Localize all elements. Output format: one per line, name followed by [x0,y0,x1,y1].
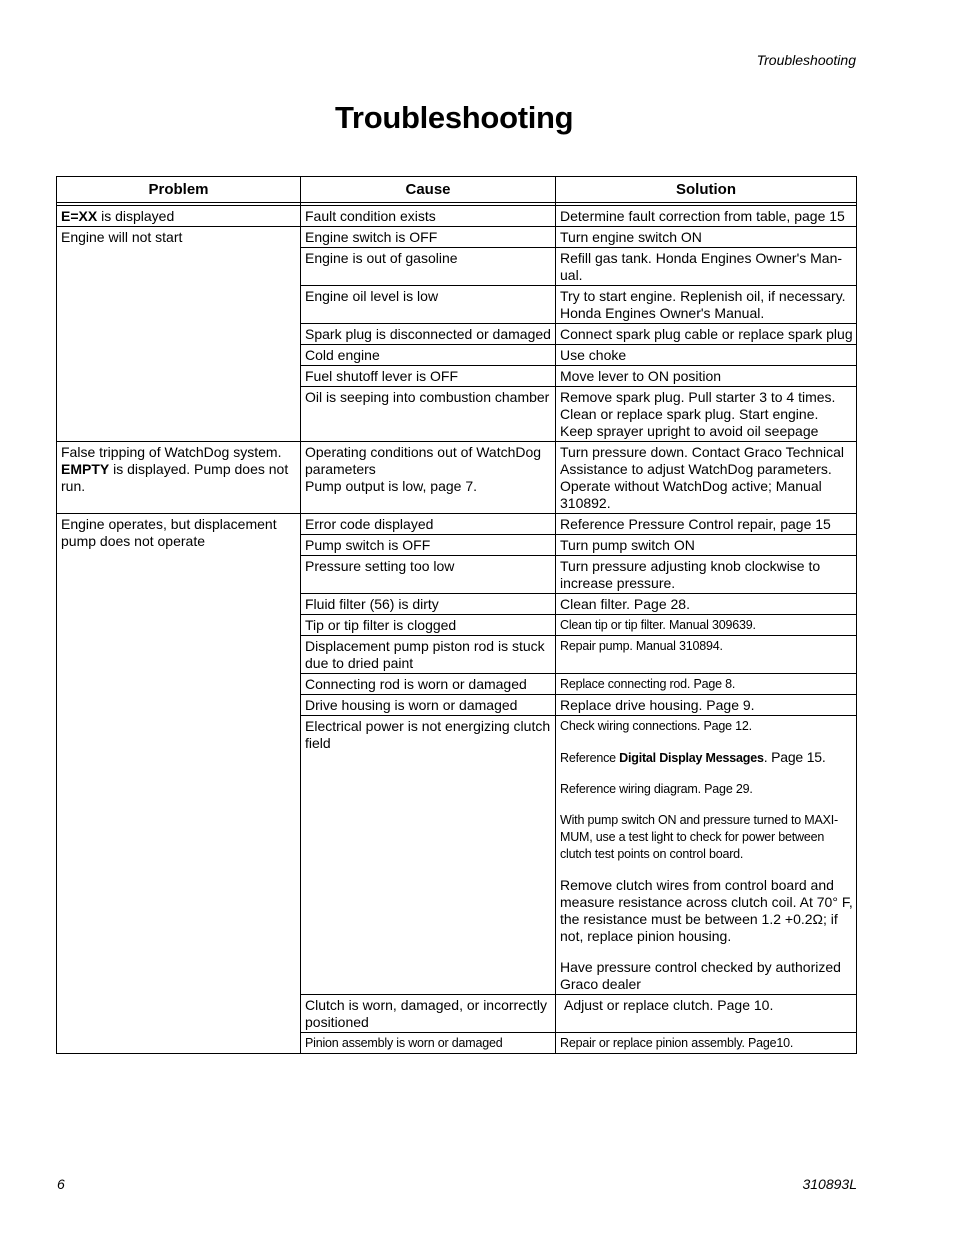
cause-cell: Clutch is worn, damaged, or incorrectly positioned [301,995,556,1033]
header-cause: Cause [301,177,556,203]
table-row [57,227,857,248]
solution-cell: Clean filter. Page 28. [556,594,857,615]
problem-status: EMPTY [61,461,110,477]
cause-cell: Pinion assembly is worn or damaged [301,1033,556,1054]
troubleshooting-table [56,176,857,1054]
cause-cell: Spark plug is disconnected or damaged [301,324,556,345]
document-number: 310893L [802,1176,857,1192]
problem-text: is displayed. Pump does not run. [61,461,289,494]
solution-cell: Replace drive housing. Page 9. [556,695,857,716]
problem-cell [57,442,301,514]
problem-text: is displayed [97,208,175,224]
header-problem: Problem [57,177,301,203]
table-row [57,514,857,535]
page-title: Troubleshooting [335,100,574,135]
cause-cell: Connecting rod is worn or damaged [301,674,556,695]
cause-cell: Engine switch is OFF [301,227,556,248]
cause-cell: Displacement pump piston rod is stuck due to dried paint [301,636,556,674]
solution-cell: Remove spark plug. Pull starter 3 to 4 times. Clean or replace spark plug. Start engine. Keep sprayer upright to avoid oil seepage [556,387,857,442]
solution-cell: Replace connecting rod. Page 8. [556,674,857,695]
cause-cell: Engine is out of gasoline [301,248,556,286]
problem-cell [57,206,301,227]
solution-paragraph: Check wiring connections. Page 12. [560,719,752,733]
cause-text: Pump output is low, page 7. [305,478,477,494]
solution-cell: Reference Pressure Control repair, page 15 [556,514,857,535]
solution-cell: Determine fault correction from table, page 15 [556,206,857,227]
table-header-row [57,177,857,203]
solution-cell: Turn pressure down. Contact Graco Technical Assistance to adjust WatchDog parameters. Operate without WatchDog active; Manual 310892. [556,442,857,514]
solution-paragraph: Reference wiring diagram. Page 29. [560,782,753,796]
cause-cell: Drive housing is worn or damaged [301,695,556,716]
solution-cell: Connect spark plug cable or replace spark plug [556,324,857,345]
solution-cell: Repair or replace pinion assembly. Page10. [556,1033,857,1054]
table-row [57,442,857,514]
problem-text: False tripping of WatchDog system. [61,444,282,460]
header-solution: Solution [556,177,857,203]
table-row [57,206,857,227]
running-header: Troubleshooting [756,52,856,68]
problem-cell: Engine will not start [57,227,301,442]
problem-code: E=XX [61,208,98,224]
solution-cell: Try to start engine. Replenish oil, if necessary. Honda Engines Owner's Manual. [556,286,857,324]
solution-paragraph: Remove clutch wires from control board and measure resistance across clutch coil. At 70° F, the resistance must be between 1.2 +0.2Ω; if not, replace pinion housing. [560,877,853,944]
cause-cell: Oil is seeping into combustion chamber [301,387,556,442]
cause-cell [301,442,556,514]
solution-cell: Use choke [556,345,857,366]
cause-cell: Error code displayed [301,514,556,535]
cause-cell: Electrical power is not energizing clutch field [301,716,556,995]
solution-cell: Turn engine switch ON [556,227,857,248]
solution-cell: Repair pump. Manual 310894. [556,636,857,674]
cause-text: Operating conditions out of WatchDog parameters [305,444,542,477]
solution-cell: Refill gas tank. Honda Engines Owner's Man-ual. [556,248,857,286]
solution-paragraph: Reference Digital Display Messages. Page 15. [560,749,826,765]
solution-paragraph: With pump switch ON and pressure turned to MAXI-MUM, use a test light to check for power between clutch test points on control board. [560,813,839,861]
cause-cell: Fault condition exists [301,206,556,227]
cause-cell: Engine oil level is low [301,286,556,324]
problem-cell: Engine operates, but displacement pump does not operate [57,514,301,1054]
solution-cell: Turn pump switch ON [556,535,857,556]
cause-cell: Fuel shutoff lever is OFF [301,366,556,387]
cause-cell: Tip or tip filter is clogged [301,615,556,636]
cause-cell: Fluid filter (56) is dirty [301,594,556,615]
solution-cell: Move lever to ON position [556,366,857,387]
solution-paragraph: Have pressure control checked by authorized Graco dealer [560,959,841,992]
solution-cell: Clean tip or tip filter. Manual 309639. [556,615,857,636]
cause-cell: Pump switch is OFF [301,535,556,556]
cause-cell: Pressure setting too low [301,556,556,594]
solution-cell [556,716,857,995]
solution-cell: Turn pressure adjusting knob clockwise to increase pressure. [556,556,857,594]
page-number: 6 [57,1176,65,1192]
solution-cell: Adjust or replace clutch. Page 10. [556,995,857,1033]
cause-cell: Cold engine [301,345,556,366]
